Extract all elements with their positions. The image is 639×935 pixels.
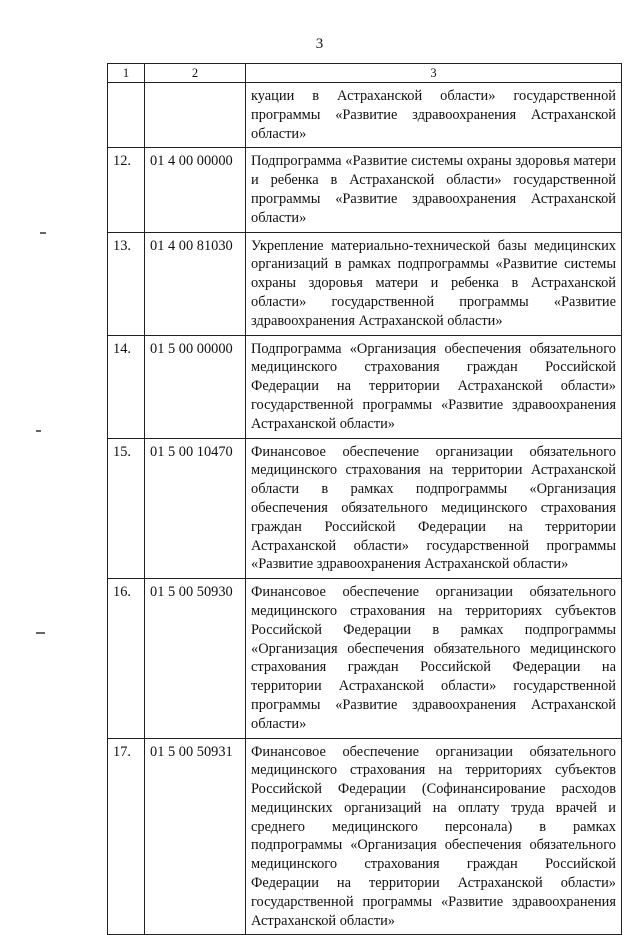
row-code: 01 4 00 81030 (145, 232, 246, 335)
row-code: 01 5 00 50930 (145, 579, 246, 738)
row-description: Финансовое обеспечение организации обязательного медицинского страхования на территориях субъектов Российской Федерации в рамках подпрограммы «Организация обеспечения обязательного медицинского страхования граждан Российской Федерации на территории Астраханской области» государственной программы «Развитие здравоохранения Астраханской области» (246, 579, 622, 738)
table-row (108, 438, 622, 579)
row-code (145, 83, 246, 148)
scan-mark (36, 430, 41, 432)
column-header-description: 3 (246, 64, 622, 83)
row-number: 15. (108, 438, 145, 579)
row-code: 01 5 00 50931 (145, 738, 246, 935)
table-row (108, 148, 622, 232)
table-row (108, 335, 622, 438)
row-number: 16. (108, 579, 145, 738)
table-row (108, 579, 622, 738)
table-row (108, 232, 622, 335)
document-table (107, 63, 622, 935)
row-description: Подпрограмма «Развитие системы охраны здоровья матери и ребенка в Астраханской области» государственной программы «Развитие здравоохранения Астраханской области» (246, 148, 622, 232)
row-code: 01 5 00 10470 (145, 438, 246, 579)
column-header-number: 1 (108, 64, 145, 83)
table-row (108, 83, 622, 148)
scan-mark (36, 632, 45, 634)
row-description: Финансовое обеспечение организации обязательного медицинского страхования на территориях субъектов Российской Федерации (Софинансирование расходов медицинских организаций на оплату труда врачей и среднего медицинского персонала) в рамках подпрограммы «Организация обеспечения обязательного медицинского страхования граждан Российской Федерации на территории Астраханской области» государственной программы «Развитие здравоохранения Астраханской области» (246, 738, 622, 935)
row-description: Подпрограмма «Организация обеспечения обязательного медицинского страхования граждан Российской Федерации на территории Астраханской области» государственной программы «Развитие здравоохранения Астраханской области» (246, 335, 622, 438)
row-description: куации в Астраханской области» государственной программы «Развитие здравоохранения Астраханской области» (246, 83, 622, 148)
row-code: 01 5 00 00000 (145, 335, 246, 438)
scan-mark (40, 232, 46, 234)
column-header-code: 2 (145, 64, 246, 83)
row-number (108, 83, 145, 148)
row-description: Укрепление материально-технической базы медицинских организаций в рамках подпрограммы «Развитие системы охраны здоровья матери и ребенка в Астраханской области» государственной программы «Развитие здравоохранения Астраханской области» (246, 232, 622, 335)
table-row (108, 738, 622, 935)
row-number: 17. (108, 738, 145, 935)
row-description: Финансовое обеспечение организации обязательного медицинского страхования на территории Астраханской области в рамках подпрограммы «Организация обеспечения обязательного медицинского страхования граждан Российской Федерации на территории Астраханской области» государственной программы «Развитие здравоохранения Астраханской области» (246, 438, 622, 579)
table-header-row (108, 64, 622, 83)
row-code: 01 4 00 00000 (145, 148, 246, 232)
row-number: 14. (108, 335, 145, 438)
row-number: 13. (108, 232, 145, 335)
page-number: 3 (315, 36, 324, 52)
row-number: 12. (108, 148, 145, 232)
